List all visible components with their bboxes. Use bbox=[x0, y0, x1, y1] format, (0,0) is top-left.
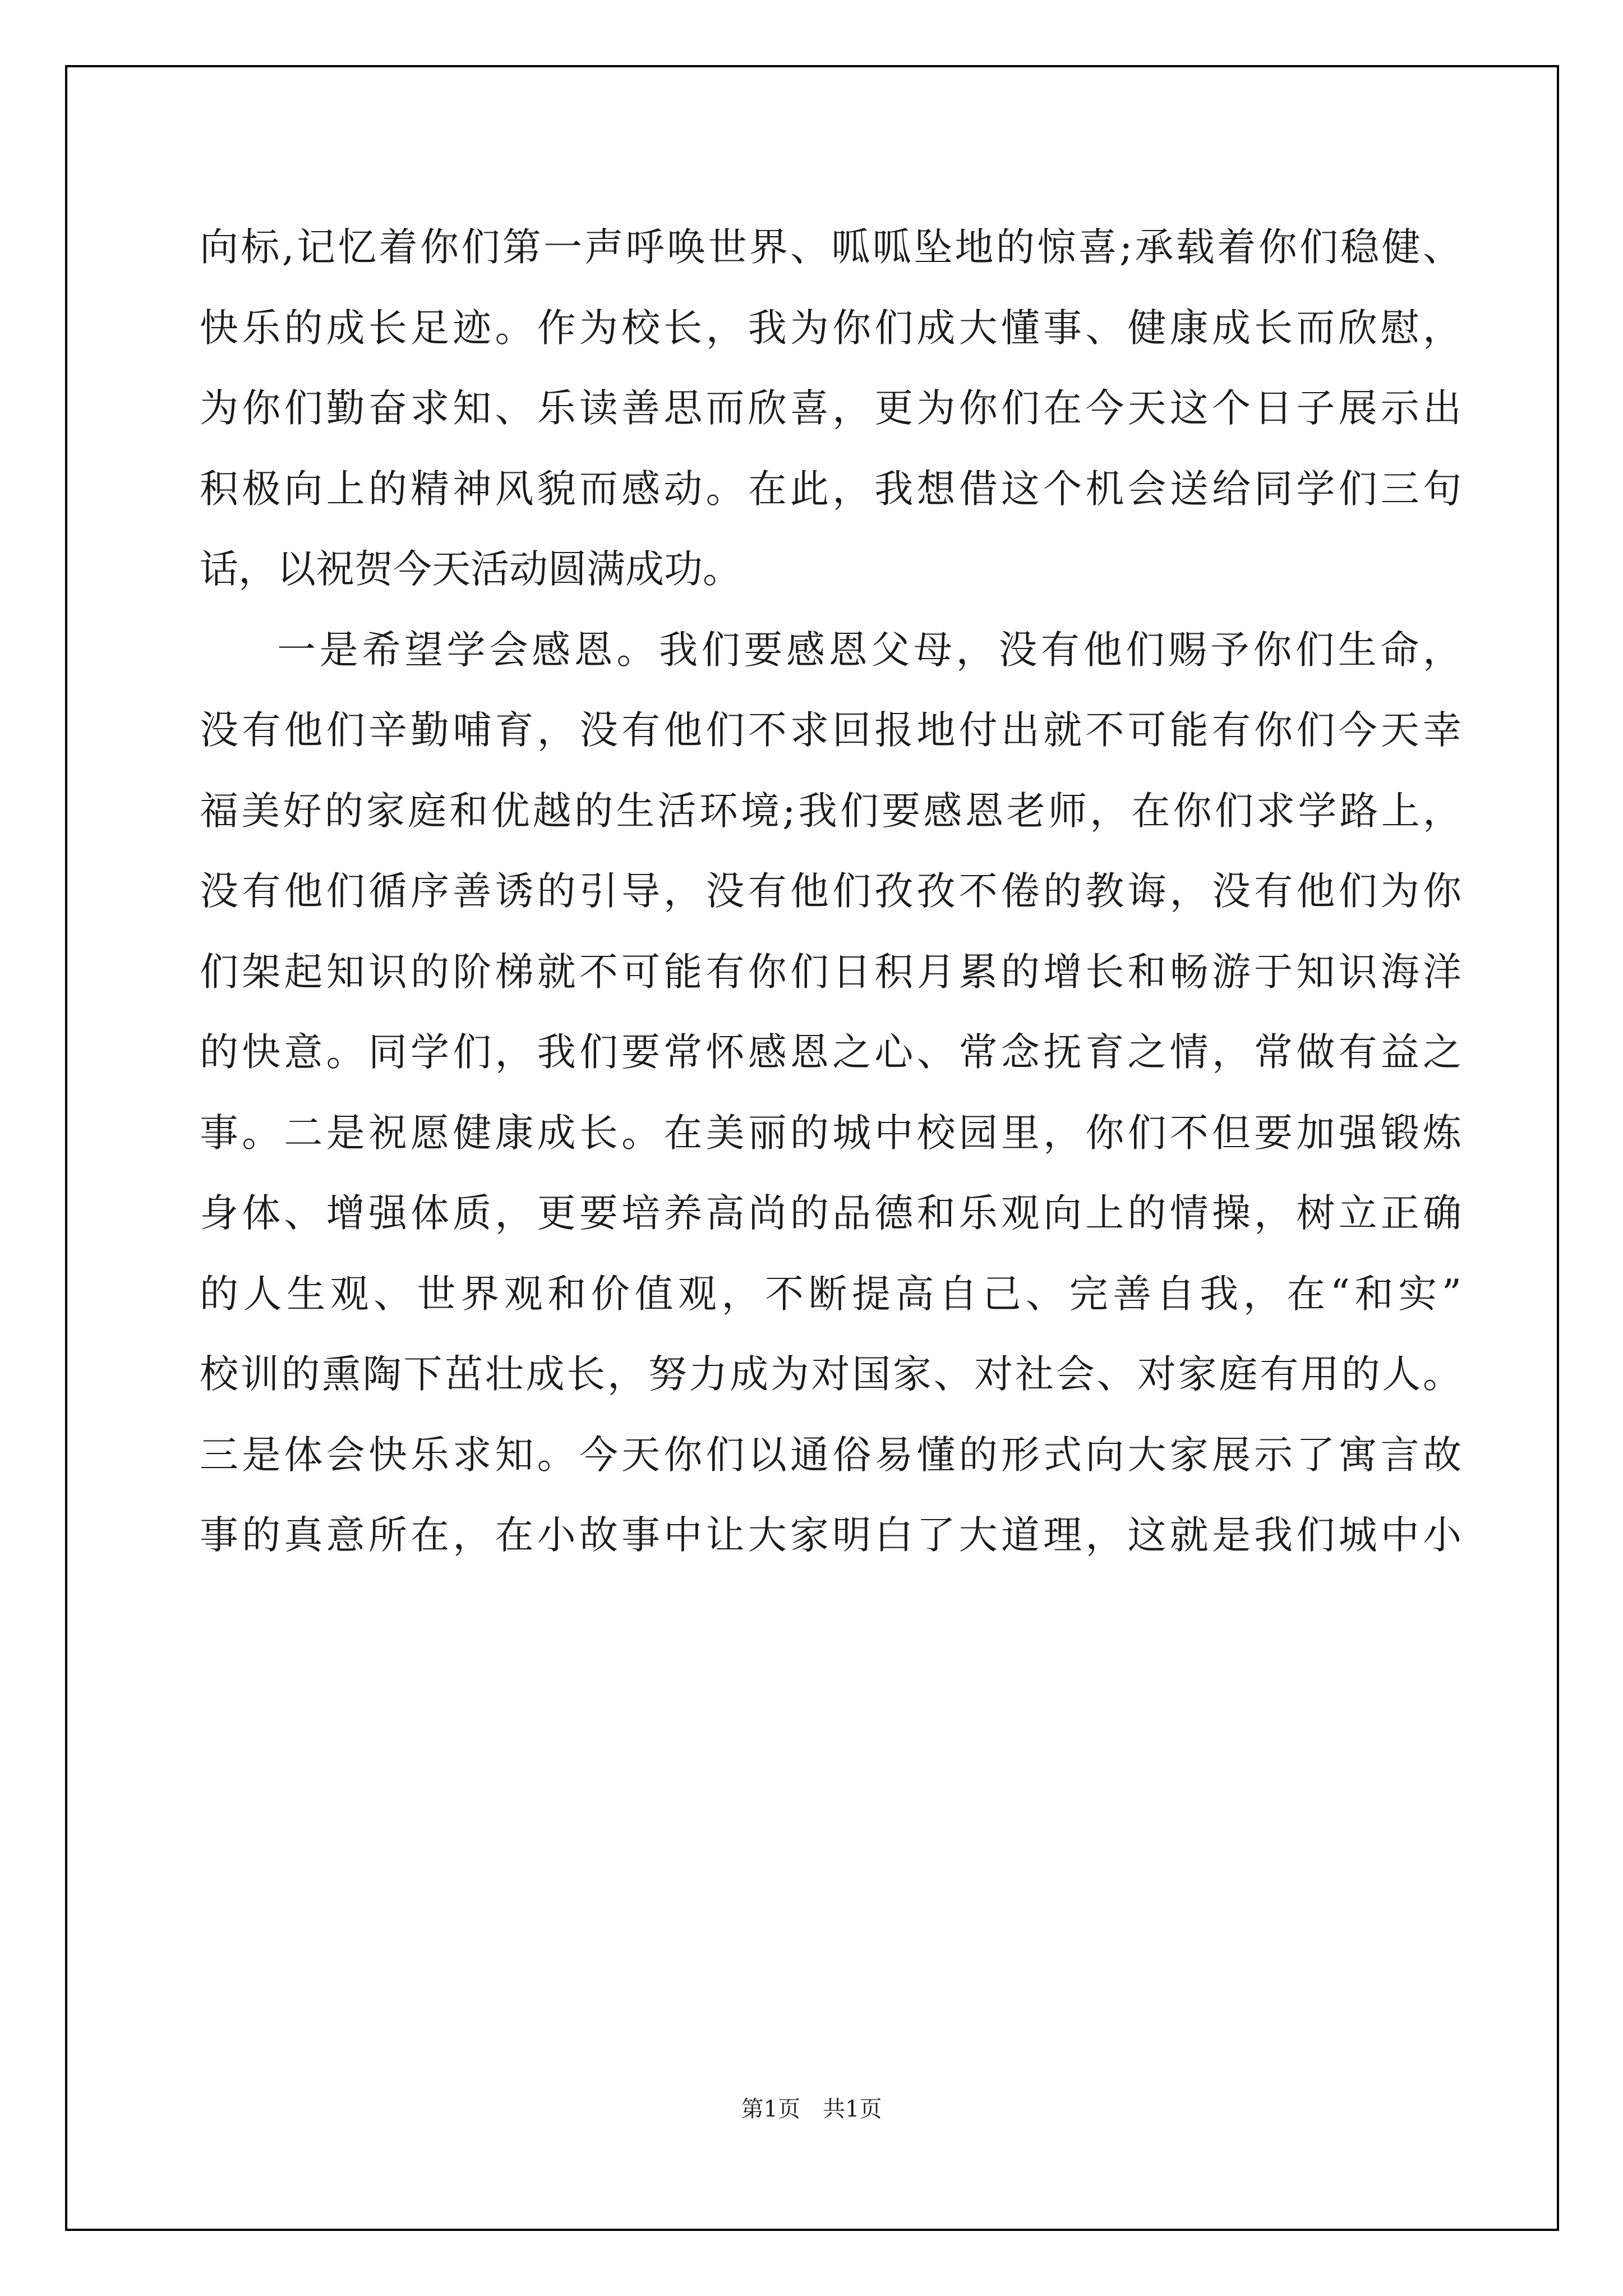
paragraph-first-line: 一是希望学会感恩。我们要感恩父母，没有他们赐予你们生命， bbox=[277, 627, 1461, 673]
text-line: 没有他们循序善诱的引导，没有他们孜孜不倦的教诲，没有他们为你 bbox=[200, 869, 1461, 914]
text-line: 的人生观、世界观和价值观，不断提高自己、完善自我，在“和实” bbox=[200, 1271, 1461, 1317]
text-line: 没有他们辛勤哺育，没有他们不求回报地付出就不可能有你们今天幸 bbox=[200, 708, 1461, 753]
text-line: 事。二是祝愿健康成长。在美丽的城中校园里，你们不但要加强锻炼 bbox=[200, 1110, 1461, 1156]
text-line: 三是体会快乐求知。今天你们以通俗易懂的形式向大家展示了寓言故 bbox=[200, 1432, 1461, 1478]
text-line: 身体、增强体质，更要培养高尚的品德和乐观向上的情操，树立正确 bbox=[200, 1191, 1461, 1236]
text-line: 校训的熏陶下茁壮成长，努力成为对国家、对社会、对家庭有用的人。 bbox=[200, 1352, 1461, 1397]
text-line: 积极向上的精神风貌而感动。在此，我想借这个机会送给同学们三句 bbox=[200, 466, 1461, 512]
text-line: 们架起知识的阶梯就不可能有你们日积月累的增长和畅游于知识海洋 bbox=[200, 949, 1461, 995]
text-line: 为你们勤奋求知、乐读善思而欣喜，更为你们在今天这个日子展示出 bbox=[200, 386, 1461, 431]
text-line: 福美好的家庭和优越的生活环境;我们要感恩老师，在你们求学路上， bbox=[200, 788, 1461, 834]
page-number-footer: 第1页 共1页 bbox=[741, 2096, 882, 2122]
text-line: 快乐的成长足迹。作为校长，我为你们成大懂事、健康成长而欣慰， bbox=[200, 305, 1461, 351]
text-line: 事的真意所在，在小故事中让大家明白了大道理，这就是我们城中小 bbox=[200, 1513, 1461, 1558]
text-line: 话，以祝贺今天活动圆满成功。 bbox=[200, 547, 741, 592]
text-line: 向标,记忆着你们第一声呼唤世界、呱呱坠地的惊喜;承载着你们稳健、 bbox=[200, 225, 1461, 270]
document-body bbox=[200, 208, 1461, 1576]
text-line: 的快意。同学们，我们要常怀感恩之心、常念抚育之情，常做有益之 bbox=[200, 1030, 1461, 1075]
